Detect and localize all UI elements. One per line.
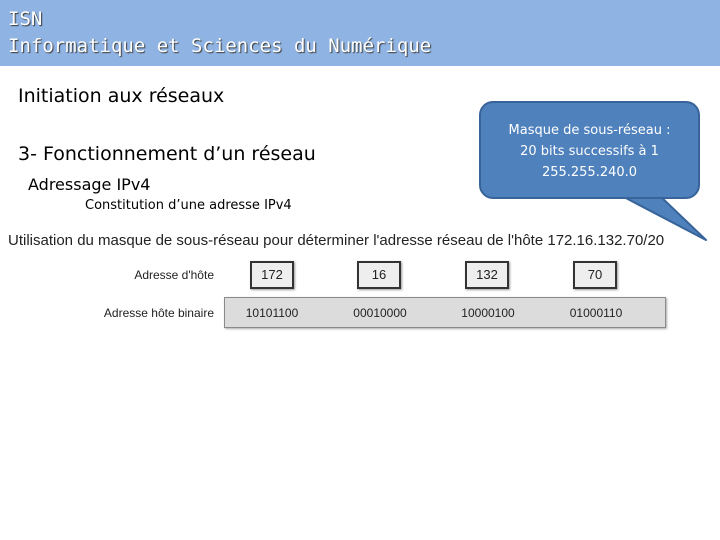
header-title: ISN	[8, 8, 43, 30]
topic-title: Adressage IPv4	[28, 175, 151, 194]
section-title: Initiation aux réseaux	[18, 85, 225, 107]
diagram-title: Utilisation du masque de sous-réseau pour déterminer l'adresse réseau de l'hôte 172.16.132.70/20	[8, 232, 665, 249]
header-subtitle: Informatique et Sciences du Numérique	[8, 35, 432, 57]
subtopic-title: Constitution d’une adresse IPv4	[85, 198, 292, 213]
binary-octet-4: 01000110	[569, 306, 623, 320]
binary-octet-3: 10000100	[461, 306, 515, 320]
host-octet-4: 70	[573, 261, 617, 289]
callout-line-3: 255.255.240.0	[541, 165, 638, 180]
host-octet-3: 132	[465, 261, 509, 289]
chapter-title: 3- Fonctionnement d’un réseau	[18, 143, 316, 165]
binary-address-label: Adresse hôte binaire	[103, 306, 214, 320]
host-octet-1: 172	[250, 261, 294, 289]
host-address-label: Adresse d'hôte	[134, 268, 214, 282]
binary-octet-1: 10101100	[245, 306, 299, 320]
host-octet-2: 16	[357, 261, 401, 289]
callout-line-2: 20 bits successifs à 1	[520, 144, 659, 159]
subnet-mask-callout	[479, 101, 700, 199]
binary-octet-2: 00010000	[353, 306, 407, 320]
callout-line-1: Masque de sous-réseau :	[508, 123, 671, 138]
